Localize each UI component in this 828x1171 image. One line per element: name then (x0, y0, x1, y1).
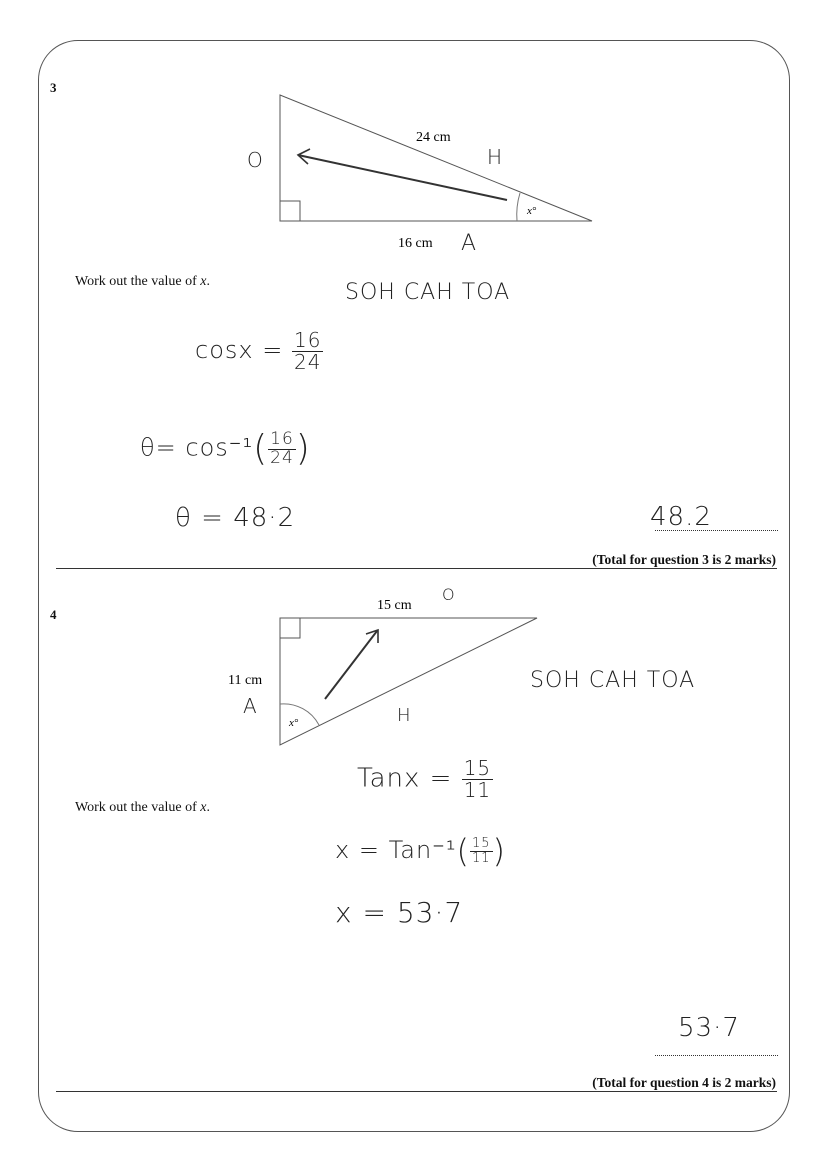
adjacent-label: 11 cm (228, 673, 263, 688)
handwritten-arrow (325, 631, 377, 699)
right-angle-marker (280, 618, 300, 638)
working-line-1: cosx = $\frac{16}{24}$ (195, 328, 322, 374)
question-4-answer: 53·7 (678, 1013, 740, 1043)
angle-label: x° (289, 717, 299, 729)
opposite-annotation: O (442, 585, 456, 604)
hypotenuse-annotation: H (487, 145, 504, 169)
question-3-answer: 48.2 (650, 502, 712, 532)
hypotenuse-label: 24 cm (416, 130, 451, 145)
working-line-2: x = Tan⁻¹( $\frac{15}{11}$ ) (335, 832, 506, 870)
answer-line (655, 1055, 778, 1056)
opposite-label: 15 cm (377, 598, 412, 613)
angle-arc (280, 704, 319, 725)
adjacent-annotation: A (243, 694, 258, 718)
working-line-1: Tanx = $\frac{15}{11}$ (357, 756, 492, 802)
question-3-prompt: Work out the value of x. (75, 274, 210, 289)
divider (56, 1091, 777, 1092)
question-3-number: 3 (50, 80, 57, 95)
question-4-prompt: Work out the value of x. (75, 800, 210, 815)
working-line-3: x = 53·7 (335, 896, 464, 929)
question-4-number: 4 (50, 607, 57, 622)
mnemonic: SOH CAH TOA (345, 280, 511, 305)
working-line-3: θ = 48·2 (175, 503, 296, 533)
question-4-total: (Total for question 4 is 2 marks) (592, 1075, 776, 1090)
hypotenuse-annotation: H (397, 705, 412, 726)
question-3-total: (Total for question 3 is 2 marks) (592, 552, 776, 567)
mnemonic: SOH CAH TOA (530, 668, 696, 693)
adjacent-label: 16 cm (398, 236, 433, 251)
angle-label: x° (527, 205, 537, 217)
adjacent-annotation: A (461, 231, 478, 256)
working-line-2: θ= cos⁻¹( $\frac{16}{24}$ ) (140, 428, 311, 469)
opposite-annotation: O (247, 148, 264, 172)
